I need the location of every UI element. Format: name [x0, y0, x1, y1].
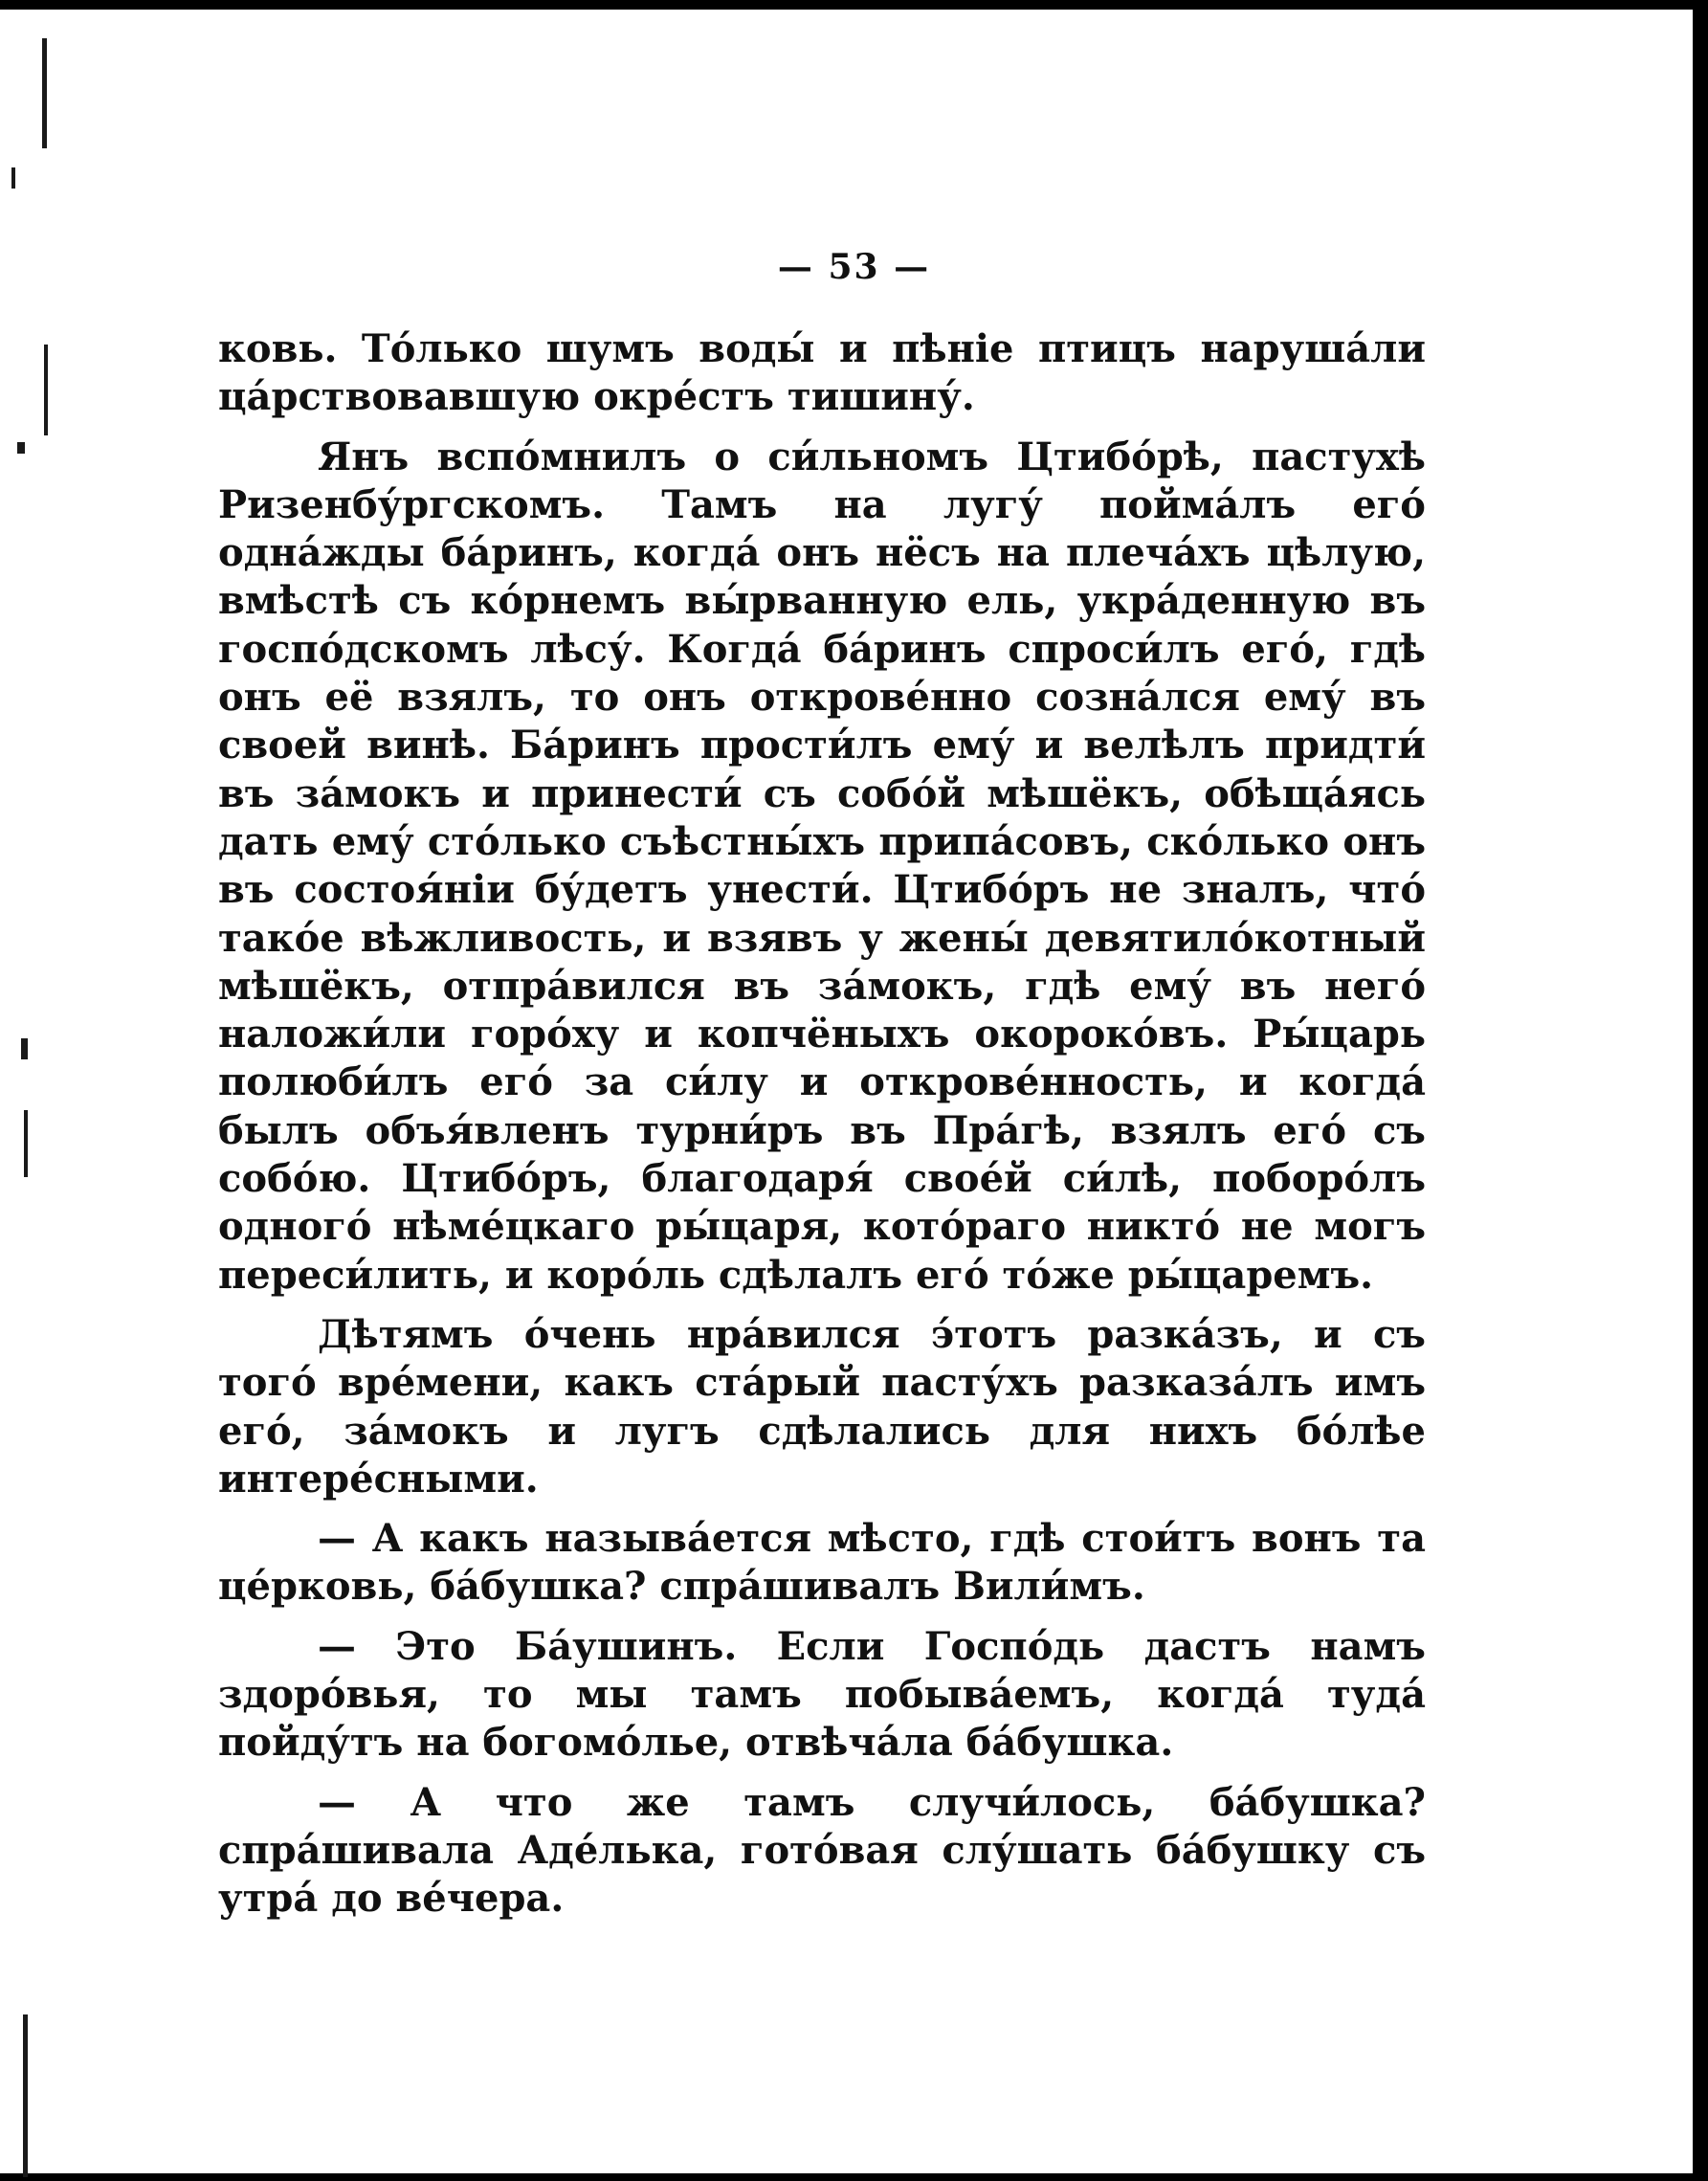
binding-mark	[24, 1110, 28, 1177]
paragraph: Янъ вспо́мнилъ о си́льномъ Цтибо́рѣ, пастухѣ Ризенбу́ргскомъ. Тамъ на лугу́ пойма́лъ его́ одна́жды ба́ринъ, когда́ онъ нёсъ на плеча́хъ цѣлую, вмѣстѣ съ ко́рнемъ вы́рванную ель, укра́денную въ госпо́дскомъ лѣсу́. Когда́ ба́ринъ спроси́лъ его́, гдѣ онъ её взялъ, то онъ открове́нно созна́лся ему́ въ своей винѣ. Ба́ринъ прости́лъ ему́ и велѣлъ придти́ въ за́мокъ и принести́ съ собо́й мѣшёкъ, обѣща́ясь дать ему́ сто́лько съѣстны́хъ припа́совъ, ско́лько онъ въ состоя́ніи бу́детъ унести́. Цтибо́ръ не зналъ, что́ тако́е вѣжливость, и взявъ у жены́ девятило́котный мѣшёкъ, отпра́вился въ за́мокъ, гдѣ ему́ въ него́ наложи́ли горо́ху и копчёныхъ окороко́въ. Ры́царь полюби́лъ его́ за си́лу и открове́нность, и когда́ былъ объя́вленъ турни́ръ въ Пра́гѣ, взялъ его́ съ собо́ю. Цтибо́ръ, благодаря́ свое́й си́лѣ, поборо́лъ одного́ нѣме́цкаго ры́царя, кото́раго никто́ не могъ переси́лить, и коро́ль сдѣлалъ его́ то́же ры́царемъ.	[218, 434, 1426, 1298]
binding-mark	[11, 167, 15, 189]
paragraph: — А какъ называ́ется мѣсто, гдѣ стои́тъ вонъ та це́рковь, ба́бушка? спра́шивалъ Вили́мъ.	[218, 1516, 1426, 1610]
paragraph: ковь. То́лько шумъ воды́ и пѣніе птицъ наруша́ли ца́рствовавшую окре́стъ тишину́.	[218, 326, 1426, 420]
paragraph: Дѣтямъ о́чень нра́вился э́тотъ разка́зъ, и съ того́ вре́мени, какъ ста́рый пасту́хъ разказа́лъ имъ его́, за́мокъ и лугъ сдѣлались для нихъ бо́лѣе интере́сными.	[218, 1311, 1426, 1502]
page-number: — 53 —	[777, 247, 931, 287]
body-text	[218, 325, 1426, 1935]
scan-border-top	[0, 0, 1708, 10]
binding-mark	[23, 2014, 28, 2177]
binding-mark	[21, 1038, 28, 1059]
scan-border-bottom	[0, 2173, 1708, 2181]
binding-mark	[17, 442, 25, 454]
paragraph: — А что же тамъ случи́лось, ба́бушка? спра́шивала Аде́лька, гото́вая слу́шать ба́бушку съ утра́ до ве́чера.	[218, 1779, 1426, 1922]
binding-mark	[42, 38, 47, 148]
paragraph: — Это Ба́ушинъ. Если Госпо́дь дастъ намъ здоро́вья, то мы тамъ побыва́емъ, когда́ туда́ пойду́тъ на богомо́лье, отвѣча́ла ба́бушка.	[218, 1623, 1426, 1766]
binding-mark	[44, 345, 48, 435]
scan-border-right	[1693, 0, 1708, 2181]
